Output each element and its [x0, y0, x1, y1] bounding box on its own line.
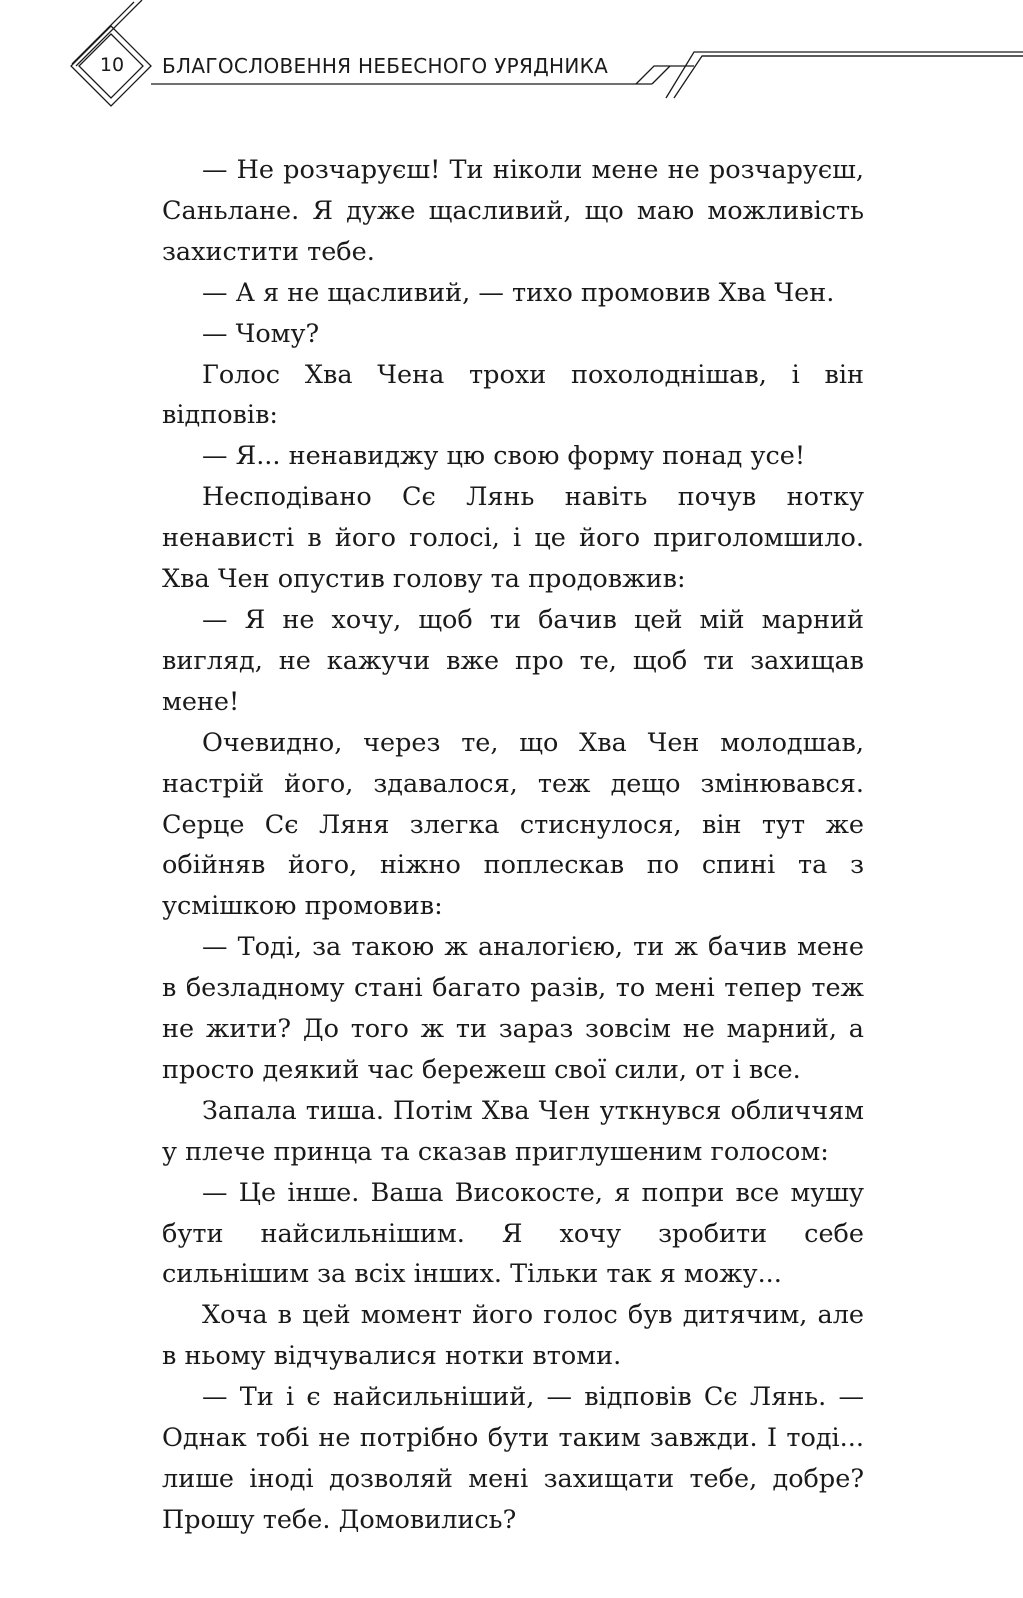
paragraph: — Я не хочу, щоб ти бачив цей мій марний вигляд, не кажучи вже про те, щоб ти захищав мене! [162, 604, 864, 717]
paragraph: — Тоді, за такою ж аналогією, ти ж бачив мене в безладному стані багато разів, то мені тепер теж не жити? До того ж ти зараз зовсім не марний, а просто деякий час бережеш свої сили, от і все. [162, 932, 864, 1085]
paragraph: — Чому? [202, 318, 320, 349]
paragraph: Очевидно, через те, що Хва Чен молодшав, настрій його, здавалося, теж дещо змінювався. Серце Сє Ляня злегка стиснулося, він тут же обійняв його, ніжно поплескав по спині та з усмішкою промовив: [162, 727, 864, 922]
page-number: 10 [99, 54, 125, 76]
paragraph: Несподівано Сє Лянь навіть почув нотку ненависті в його голосі, і це його приголомшило. Хва Чен опустив голову та продовжив: [162, 482, 864, 595]
paragraph: — Я... ненавиджу цю свою форму понад усе! [202, 441, 806, 472]
paragraph: — Ти і є найсильніший, — відповів Сє Лянь. — Однак тобі не потрібно бути таким завжди. І тоді... лише іноді дозволяй мені захищати тебе, добре? Прошу тебе. Домовились? [162, 1382, 864, 1535]
paragraph: — Не розчаруєш! Ти ніколи мене не розчаруєш, Саньлане. Я дуже щасливий, що маю можливість захистити тебе. [162, 155, 864, 267]
paragraph: — А я не щасливий, — тихо промовив Хва Чен. [202, 277, 835, 308]
paragraph: — Це інше. Ваша Високосте, я попри все мушу бути найсильнішим. Я хочу зробити себе сильнішим за всіх інших. Тільки так я можу... [162, 1177, 864, 1290]
paragraph: Хоча в цей момент його голос був дитячим, але в ньому відчувалися нотки втоми. [162, 1300, 864, 1372]
running-title: БЛАГОСЛОВЕННЯ НЕБЕСНОГО УРЯДНИКА [162, 54, 609, 78]
paragraph: Запала тиша. Потім Хва Чен уткнувся обличчям у плече принца та сказав приглушеним голосом: [162, 1095, 864, 1167]
text-body [162, 150, 864, 1541]
paragraph: Голос Хва Чена трохи похолоднішав, і він відповів: [162, 359, 864, 431]
